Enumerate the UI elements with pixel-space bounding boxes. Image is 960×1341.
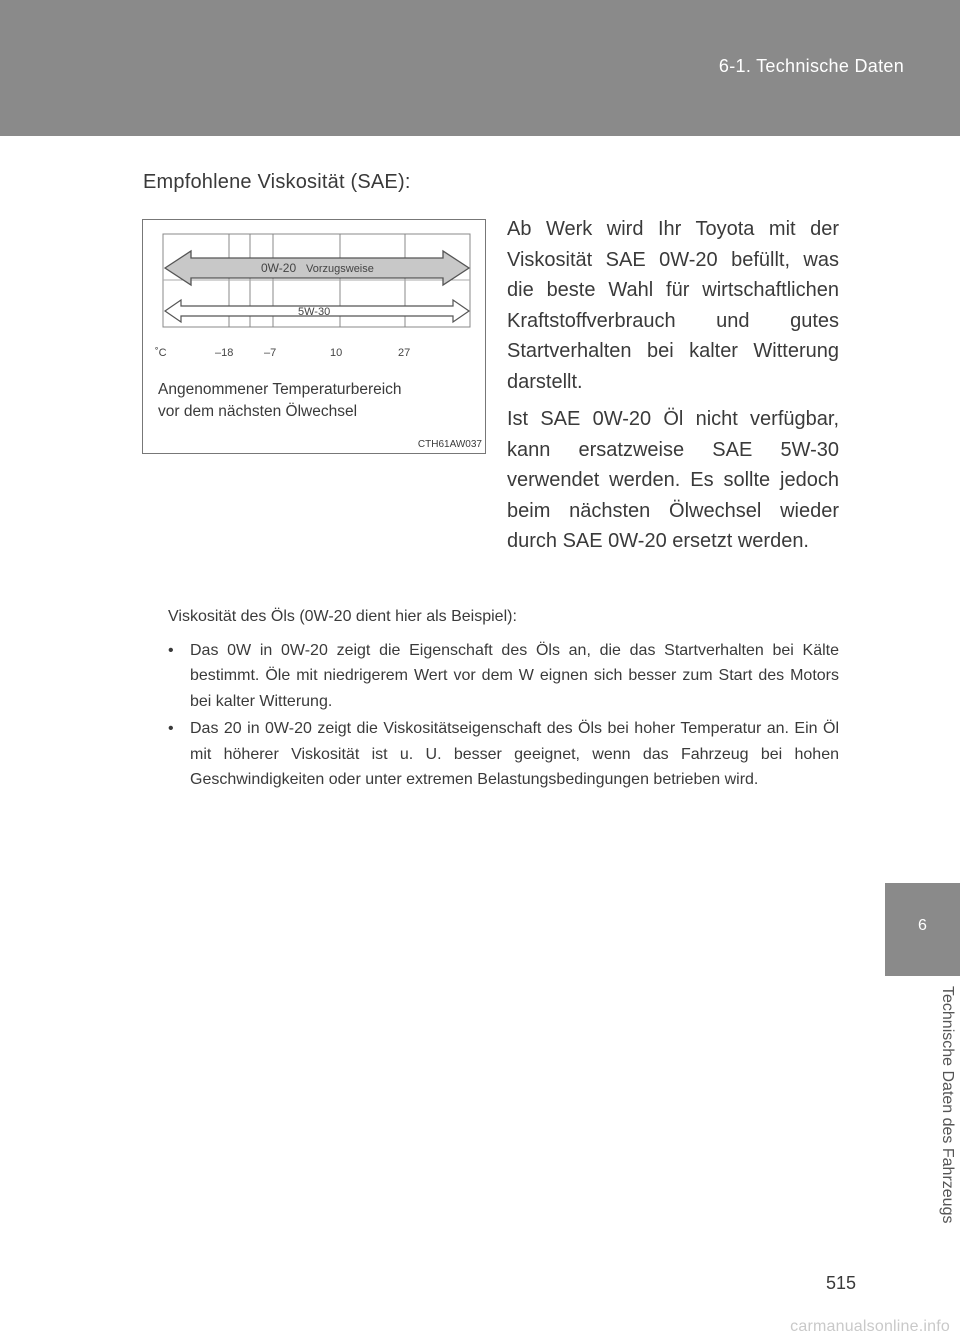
figure-code: CTH61AW037 (417, 439, 482, 450)
chapter-side-label: Technische Daten des Fahrzeugs (939, 986, 956, 1224)
unit-label: ˚C (155, 347, 167, 359)
bar-5w30-grade: 5W-30 (298, 306, 331, 318)
list-item (168, 716, 839, 793)
notes-intro: Viskosität des Öls (0W-20 dient hier als Beispiel): (168, 608, 517, 625)
tick-label: –18 (215, 347, 234, 359)
figure-caption-line: vor dem nächsten Ölwechsel (158, 403, 358, 420)
description-paragraph: Ist SAE 0W-20 Öl nicht verfügbar, kann ersatzweise SAE 5W-30 verwendet werden. Es sollte jedoch beim nächsten Ölwechsel wieder durch SAE 0W-20 ersetzt werden. (507, 408, 839, 552)
list-item-text: Das 20 in 0W-20 zeigt die Viskositätseigenschaft des Öls bei hoher Temperatur an. Ein Öl mit höherer Viskosität ist u. U. besser geeignet, wenn das Fahrzeug bei hohen Geschwindigkeiten oder unter extremen Belastungsbedingungen betrieben wird. (190, 720, 839, 788)
chapter-tab-number: 6 (918, 917, 927, 934)
bullet-icon: • (168, 641, 174, 659)
figure-caption-line: Angenommener Temperaturbereich (158, 381, 402, 398)
tick-label: 27 (398, 347, 411, 359)
page-header (0, 0, 960, 136)
viscosity-notes (168, 604, 839, 795)
chapter-title: 6-1. Technische Daten (718, 56, 904, 76)
tick-label: 10 (330, 347, 343, 359)
figure-caption (158, 379, 478, 423)
viscosity-figure (142, 219, 486, 454)
bar-0w20-note: Vorzugsweise (306, 263, 374, 275)
tick-label: –7 (264, 347, 277, 359)
page-number: 515 (826, 1273, 857, 1293)
watermark: carmanualsonline.info (790, 1318, 950, 1335)
list-item (168, 638, 839, 715)
viscosity-description (507, 214, 839, 564)
bar-0w20-grade: 0W-20 (261, 261, 297, 275)
description-paragraph: Ab Werk wird Ihr Toyota mit der Viskosität SAE 0W-20 befüllt, was die beste Wahl für wirtschaftlichen Kraftstoffverbrauch und gutes Startverhalten bei kalter Witterung darstellt. (507, 218, 839, 393)
section-heading: Empfohlene Viskosität (SAE): (143, 171, 411, 193)
list-item-text: Das 0W in 0W-20 zeigt die Eigenschaft des Öls an, die das Startverhalten bei Kälte bestimmt. Öle mit niedrigerem Wert vor dem W eignen sich besser zum Start des Motors bei kalter Witterung. (190, 641, 839, 710)
bullet-icon: • (168, 720, 174, 737)
